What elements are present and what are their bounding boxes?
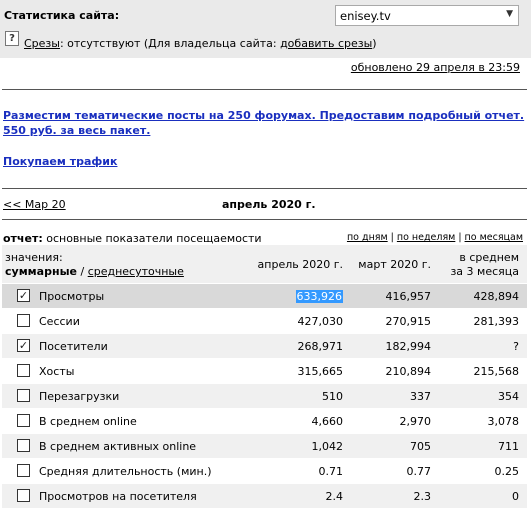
value-average: 711 [498, 440, 519, 453]
table-row [2, 408, 527, 433]
value-april: 268,971 [297, 340, 343, 353]
value-average: ? [513, 340, 519, 353]
prev-period-link[interactable]: << Мар 20 [3, 198, 66, 211]
value-april: 2.4 [325, 490, 343, 503]
value-average: 0.25 [494, 465, 519, 478]
table-row [2, 458, 527, 483]
by-days-link[interactable]: по дням [346, 232, 388, 243]
value-average: 3,078 [487, 415, 519, 428]
divider [2, 188, 527, 189]
prev-period [3, 198, 66, 211]
updated-timestamp [351, 61, 520, 74]
row-label: Посетители [39, 340, 108, 353]
slices-link[interactable]: Срезы [24, 37, 60, 50]
value-march: 0.77 [406, 465, 431, 478]
value-april: 4,660 [311, 415, 343, 428]
value-april: 315,665 [297, 365, 343, 378]
column-header-april: апрель 2020 г. [257, 258, 343, 271]
by-weeks-link[interactable]: по неделям [396, 232, 456, 243]
chevron-down-icon: ▼ [506, 9, 513, 19]
current-period: апрель 2020 г. [222, 198, 316, 211]
buy-traffic-link[interactable]: Покупаем трафик [3, 155, 118, 168]
report-label: отчет: [3, 232, 43, 245]
traffic-block [3, 155, 117, 168]
table-row [2, 483, 527, 508]
report-name: основные показатели посещаемости [42, 232, 262, 245]
site-select[interactable] [335, 5, 519, 26]
value-average: 0 [512, 490, 519, 503]
promo-link[interactable]: Разместим тематические посты на 250 форумах. Предоставим подробный отчет. 550 руб. за весь пакет. [3, 109, 525, 137]
row-label: Просмотры [39, 290, 105, 303]
value-april: 427,030 [297, 315, 343, 328]
site-select-value: enisey.tv [340, 9, 391, 23]
divider [2, 219, 527, 220]
checkbox[interactable] [17, 314, 30, 327]
checkbox-checked[interactable]: ✓ [18, 339, 29, 352]
report-title [3, 232, 262, 245]
values-mode: значения: суммарные / среднесуточные [5, 251, 184, 278]
avg-mode-link[interactable]: среднесуточные [87, 265, 184, 278]
value-average: 354 [498, 390, 519, 403]
slices-line [24, 37, 377, 50]
checkbox-checked[interactable]: ✓ [18, 289, 29, 302]
table-row [2, 333, 527, 358]
row-label: Просмотров на посетителя [39, 490, 197, 503]
site-stats-label: Статистика сайта: [4, 9, 120, 22]
value-average: 428,894 [473, 290, 519, 303]
table-body [2, 283, 527, 508]
add-slices-link[interactable]: добавить срезы [280, 37, 373, 50]
table-row [2, 358, 527, 383]
value-march: 705 [410, 440, 431, 453]
row-label: Перезагрузки [39, 390, 120, 403]
slices-status: : отсутствуют (Для владельца сайта: [59, 37, 281, 50]
checkbox[interactable] [17, 414, 30, 427]
by-months-link[interactable]: по месяцам [464, 232, 523, 243]
sum-mode-label: суммарные [5, 265, 77, 278]
view-modes: по дням | по неделям | по месяцам [346, 232, 523, 243]
value-march: 270,915 [385, 315, 431, 328]
value-average: 215,568 [473, 365, 519, 378]
checkbox[interactable] [17, 439, 30, 452]
table-row [2, 308, 527, 333]
row-label: Хосты [39, 365, 75, 378]
value-march: 337 [410, 390, 431, 403]
divider [2, 89, 527, 90]
row-label: Сессии [39, 315, 80, 328]
value-april: 633,926 [296, 290, 342, 303]
row-label: В среднем online [39, 415, 137, 428]
checkbox[interactable] [17, 489, 30, 502]
value-march: 182,994 [385, 340, 431, 353]
site-stats-header [0, 0, 531, 58]
updated-link[interactable]: обновлено 29 апреля в 23:59 [350, 61, 520, 74]
table-row [2, 433, 527, 458]
column-header-average: в среднем за 3 месяца [450, 251, 519, 278]
row-label: Средняя длительность (мин.) [39, 465, 212, 478]
checkbox[interactable] [17, 389, 30, 402]
stats-table [2, 245, 527, 508]
table-row [2, 383, 527, 408]
table-row [2, 283, 527, 308]
value-average: 281,393 [473, 315, 519, 328]
row-label: В среднем активных online [39, 440, 197, 453]
slices-close: ) [372, 37, 377, 50]
value-march: 2.3 [413, 490, 431, 503]
value-april: 510 [322, 390, 343, 403]
value-april: 0.71 [318, 465, 343, 478]
values-label: значения: [5, 251, 63, 264]
promo-block [3, 108, 528, 138]
table-header [2, 245, 527, 283]
help-icon[interactable]: ? [5, 31, 19, 46]
value-april: 1,042 [311, 440, 343, 453]
value-march: 210,894 [385, 365, 431, 378]
column-header-march: март 2020 г. [358, 258, 431, 271]
value-march: 416,957 [385, 290, 431, 303]
checkbox[interactable] [17, 364, 30, 377]
value-march: 2,970 [399, 415, 431, 428]
checkbox[interactable] [17, 464, 30, 477]
